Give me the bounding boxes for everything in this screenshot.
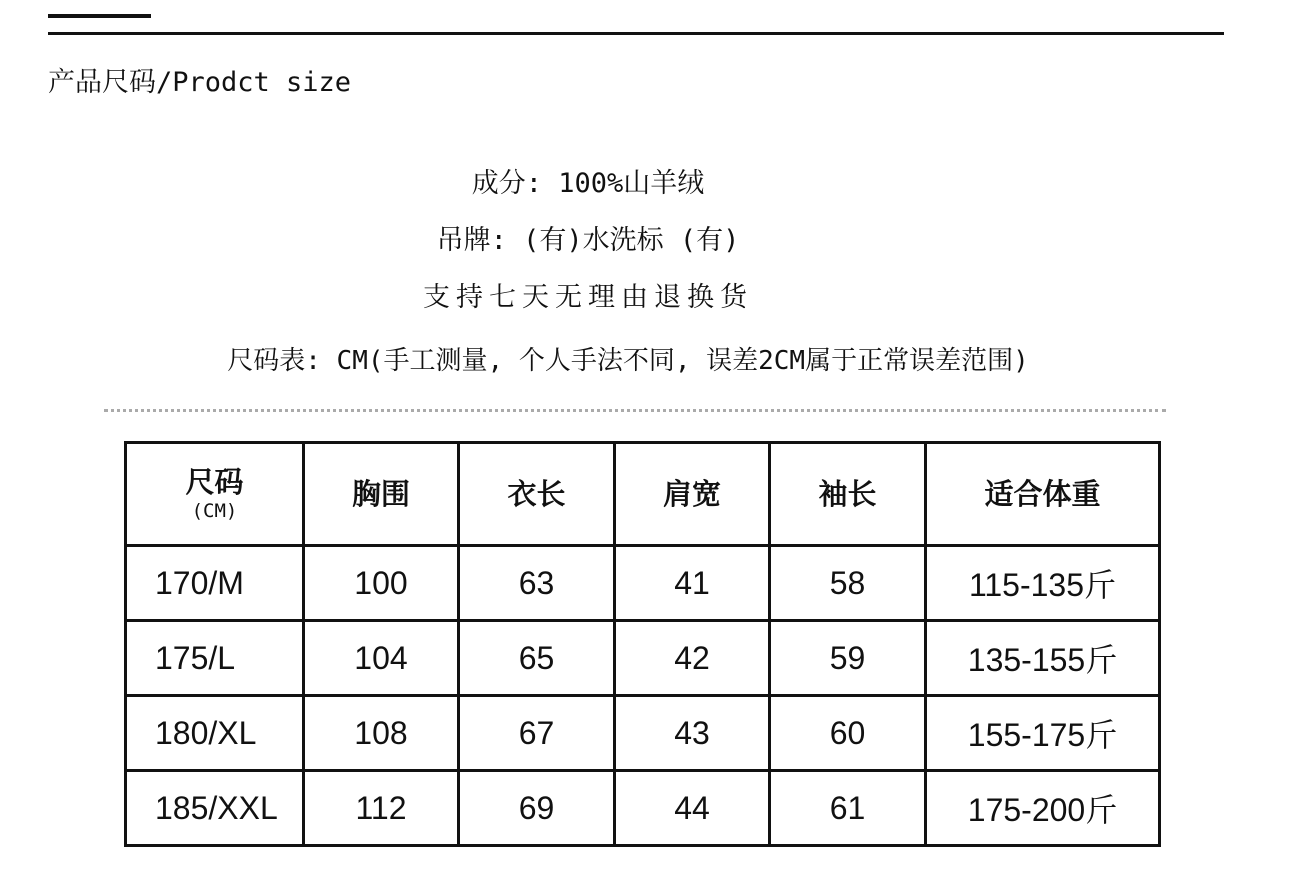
shoulder-cell: 42 bbox=[615, 621, 770, 696]
chest-cell: 100 bbox=[304, 546, 459, 621]
header-sleeve bbox=[770, 443, 926, 546]
table-header-row bbox=[126, 443, 1160, 546]
header-size-unit: (CM) bbox=[191, 500, 238, 522]
table-row bbox=[126, 546, 1160, 621]
top-divider bbox=[48, 32, 1224, 35]
weight-cell: 115-135斤 bbox=[926, 546, 1160, 621]
size-note-text: 尺码表: CM(手工测量, 个人手法不同, 误差2CM属于正常误差范围) bbox=[227, 346, 1029, 376]
chest-cell: 108 bbox=[304, 696, 459, 771]
weight-cell: 155-175斤 bbox=[926, 696, 1160, 771]
accent-bar bbox=[48, 14, 151, 18]
length-cell: 63 bbox=[459, 546, 615, 621]
size-cell: 180/XL bbox=[126, 696, 304, 771]
header-shoulder-label: 肩宽 bbox=[662, 477, 721, 511]
table-row bbox=[126, 696, 1160, 771]
header-length bbox=[459, 443, 615, 546]
dotted-divider bbox=[104, 409, 1166, 412]
table-row bbox=[126, 771, 1160, 846]
weight-cell: 135-155斤 bbox=[926, 621, 1160, 696]
shoulder-cell: 41 bbox=[615, 546, 770, 621]
sleeve-cell: 61 bbox=[770, 771, 926, 846]
sleeve-cell: 58 bbox=[770, 546, 926, 621]
sleeve-cell: 59 bbox=[770, 621, 926, 696]
size-cell: 175/L bbox=[126, 621, 304, 696]
size-table bbox=[124, 441, 1161, 847]
chest-cell: 112 bbox=[304, 771, 459, 846]
header-size-label: 尺码 bbox=[185, 465, 244, 499]
shoulder-cell: 43 bbox=[615, 696, 770, 771]
sleeve-cell: 60 bbox=[770, 696, 926, 771]
header-weight-label: 适合体重 bbox=[984, 477, 1101, 511]
length-cell: 69 bbox=[459, 771, 615, 846]
header-weight bbox=[926, 443, 1160, 546]
header-shoulder bbox=[615, 443, 770, 546]
header-size bbox=[126, 443, 304, 546]
length-cell: 65 bbox=[459, 621, 615, 696]
header-chest-label: 胸围 bbox=[351, 477, 410, 511]
chest-cell: 104 bbox=[304, 621, 459, 696]
tags-text: 吊牌: (有)水洗标 (有) bbox=[436, 225, 740, 256]
header-chest bbox=[304, 443, 459, 546]
composition-text: 成分: 100%山羊绒 bbox=[471, 168, 705, 199]
section-title: 产品尺码/Prodct size bbox=[48, 67, 352, 98]
returns-text: 支持七天无理由退换货 bbox=[423, 282, 753, 313]
size-cell: 170/M bbox=[126, 546, 304, 621]
length-cell: 67 bbox=[459, 696, 615, 771]
header-sleeve-label: 袖长 bbox=[818, 477, 877, 511]
weight-cell: 175-200斤 bbox=[926, 771, 1160, 846]
size-cell: 185/XXL bbox=[126, 771, 304, 846]
header-length-label: 衣长 bbox=[507, 477, 566, 511]
shoulder-cell: 44 bbox=[615, 771, 770, 846]
table-row bbox=[126, 621, 1160, 696]
